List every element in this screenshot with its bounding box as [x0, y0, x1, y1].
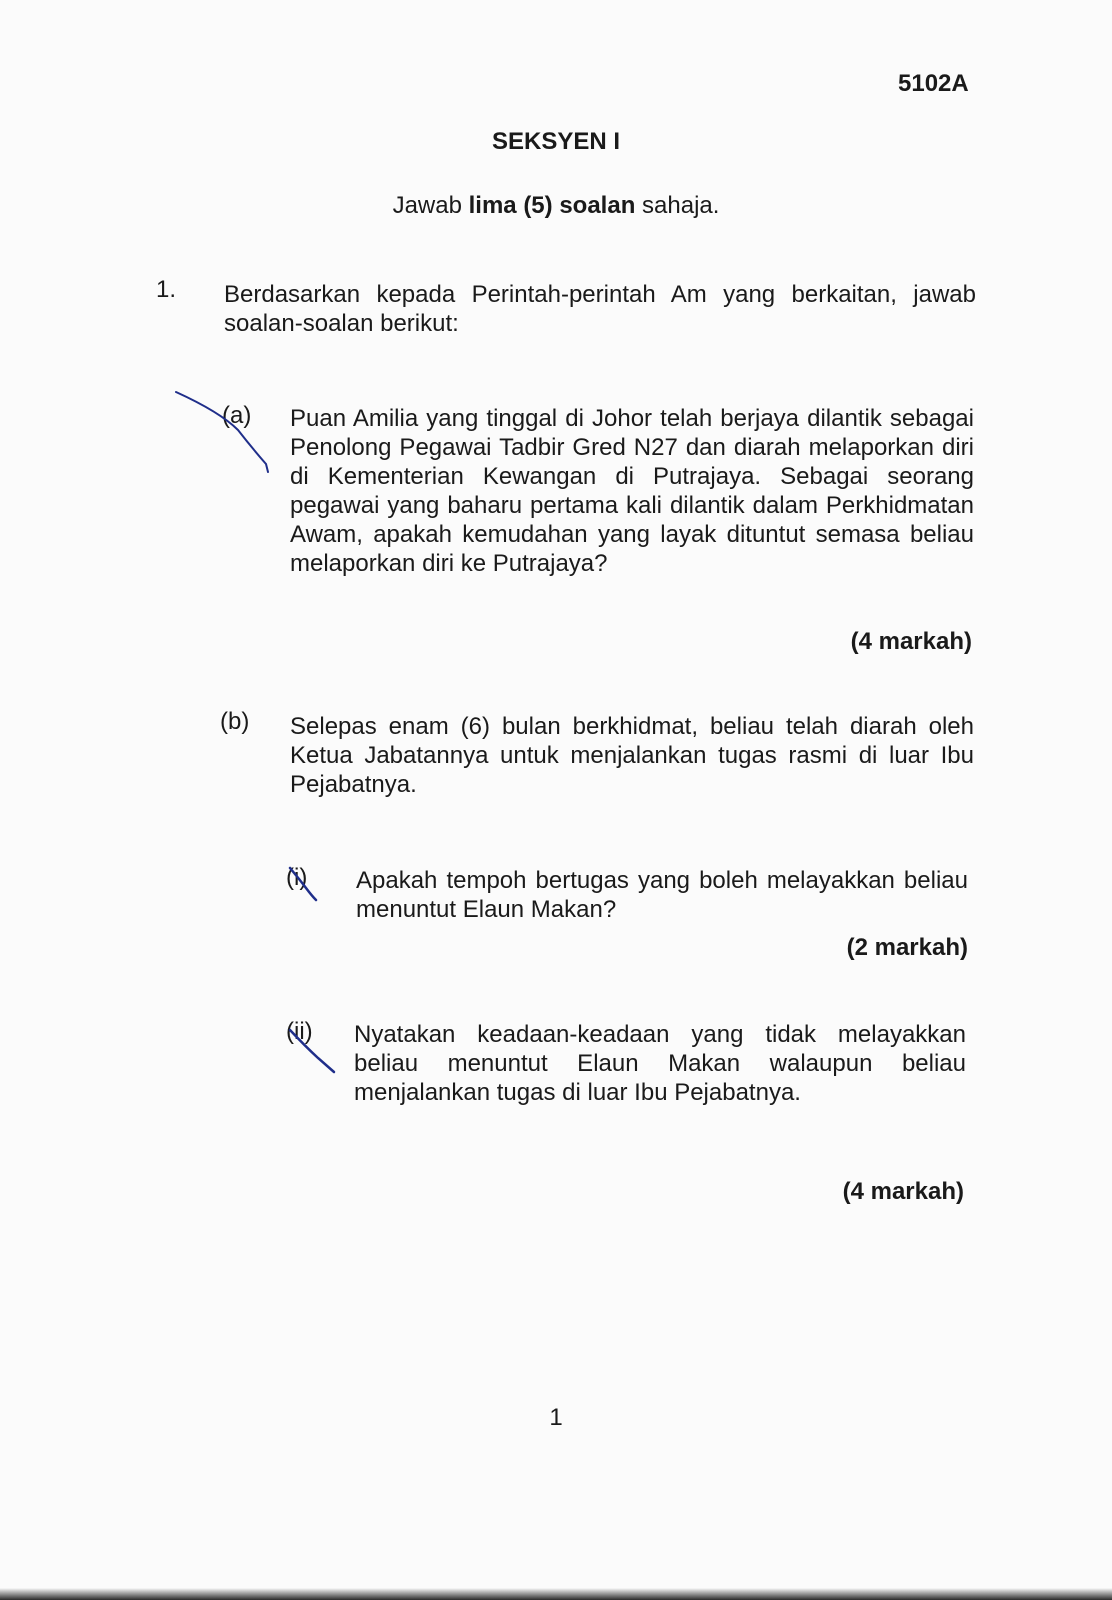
part-a-label: (a): [222, 402, 252, 429]
part-a-marks: (4 markah): [850, 628, 972, 655]
instruction-post: sahaja.: [635, 192, 720, 219]
sub-ii-text: Nyatakan keadaan-keadaan yang tidak melayakkan beliau menuntut Elaun Makan walaupun beliau menjalankan tugas di luar Ibu Pejabatnya.: [354, 1021, 966, 1106]
section-instruction: [0, 192, 1112, 220]
part-b-label: (b): [220, 708, 250, 735]
part-b-text: Selepas enam (6) bulan berkhidmat, beliau telah diarah oleh Ketua Jabatannya untuk menjalankan tugas rasmi di luar Ibu Pejabatnya.: [290, 713, 974, 798]
sub-ii-marks: (4 markah): [842, 1178, 964, 1205]
question-number: 1.: [156, 276, 177, 303]
question-text: Berdasarkan kepada Perintah-perintah Am yang berkaitan, jawab soalan-soalan berikut:: [224, 281, 976, 337]
instruction-bold: lima (5) soalan: [468, 192, 636, 219]
instruction-pre: Jawab: [392, 192, 469, 219]
sub-i-text: Apakah tempoh bertugas yang boleh melayakkan beliau menuntut Elaun Makan?: [356, 867, 968, 923]
section-title: SEKSYEN I: [491, 128, 621, 155]
paper-code: 5102A: [898, 70, 969, 97]
part-a-text: Puan Amilia yang tinggal di Johor telah berjaya dilantik sebagai Penolong Pegawai Tadbir Gred N27 dan diarah melaporkan diri di Kementerian Kewangan di Putrajaya. Sebagai seorang pegawai yang baharu pertama kali dilantik dalam Perkhidmatan Awam, apakah kemudahan yang layak dituntut semasa beliau melaporkan diri ke Putrajaya?: [290, 405, 974, 577]
sub-i-label: (i): [286, 864, 308, 891]
scan-bottom-edge: [0, 1588, 1112, 1600]
page-number: 1: [549, 1404, 563, 1431]
sub-ii-label: (ii): [286, 1018, 313, 1045]
sub-i-marks: (2 markah): [846, 934, 968, 961]
